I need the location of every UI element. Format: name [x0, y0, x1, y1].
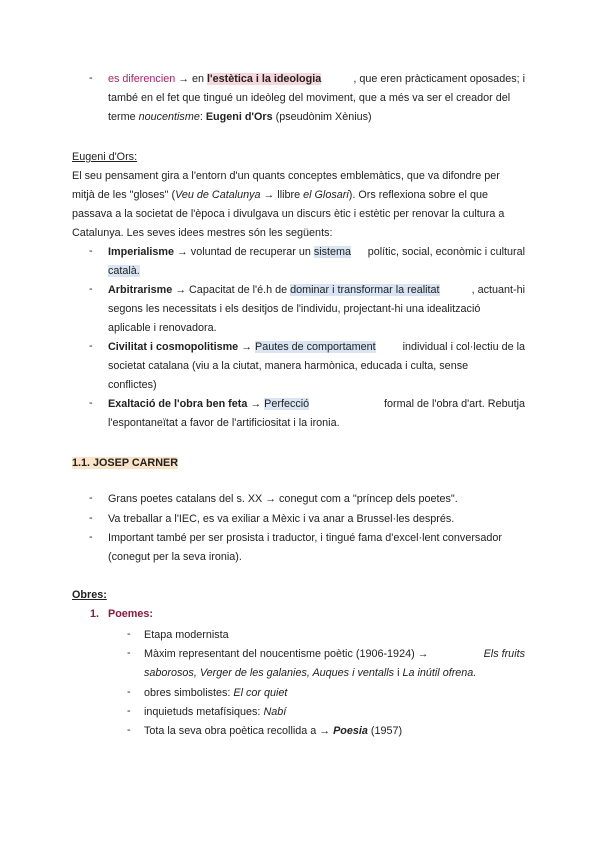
idea-arrow: →	[238, 341, 255, 353]
idea-title: Civilitat i cosmopolitisme	[108, 341, 239, 353]
poesia-title: Poesia	[333, 725, 368, 737]
poemes-item-4	[144, 705, 286, 719]
el-glosari: el Glosari	[303, 189, 349, 201]
idea-text-end: individual i col·lectiu de la	[402, 341, 525, 353]
carner-heading-text: 1.1. JOSEP CARNER	[72, 457, 179, 469]
highlight-sistema: sistema	[313, 246, 352, 258]
bullet-dash: -	[89, 283, 93, 295]
carner-item-3-cont: (conegut per la seva ironia).	[108, 551, 242, 563]
poemes-item-2-text: Màxim representant del noucentisme poètic (1906-1924) →	[144, 648, 429, 660]
eugeni-dors-name: Eugeni d'Ors	[205, 111, 273, 123]
idea-text-end: , actuant-hi	[471, 284, 525, 296]
bullet-dash: -	[127, 686, 131, 698]
idea-title: Exaltació de l'obra ben feta	[108, 398, 248, 410]
idea-civilitat-line-3: conflictes)	[108, 379, 157, 391]
poemes-label: Poemes:	[108, 608, 154, 620]
ors-title: Eugeni d'Ors:	[72, 151, 138, 163]
bullet-dash: -	[89, 492, 93, 504]
idea-title: Arbitrarisme	[108, 284, 173, 296]
idea-title: Imperialisme	[108, 246, 175, 258]
poemes-item-5	[144, 724, 402, 738]
intro-term-text: terme	[108, 111, 139, 123]
idea-text-end: polític, social, econòmic i cultural	[367, 246, 525, 258]
veu-de-catalunya: Veu de Catalunya	[175, 189, 261, 201]
bullet-dash: -	[127, 724, 131, 736]
intro-aesthetic-ideology: l'estètica i la ideologia	[207, 73, 322, 85]
idea-arrow: →	[247, 398, 265, 410]
idea-arrow: → Capacitat de l'é.h de	[172, 284, 291, 296]
idea-arbitrarisme-line-3: aplicable i renovadora.	[108, 322, 217, 334]
bullet-dash: -	[89, 512, 93, 524]
carner-item-3: Important també per ser prosista i traductor, i tingué fama d'excel·lent conversador	[108, 532, 502, 544]
bullet-dash: -	[127, 647, 131, 659]
ors-p2-a: mitjà de les "gloses" (	[72, 189, 176, 201]
bullet-dash: -	[89, 531, 93, 543]
highlight-perfeccio: Perfecció	[264, 398, 310, 410]
colon-text: :	[199, 111, 206, 123]
la-inutil-ofrena: La inútil ofrena.	[402, 667, 477, 679]
conjunction: i	[397, 667, 403, 679]
ors-p2-e: ). Ors reflexiona sobre el que	[348, 189, 488, 201]
highlight-dominar: dominar i transformar la realitat	[290, 284, 440, 296]
poemes-number: 1.	[90, 608, 100, 620]
poemes-item-1: Etapa modernista	[144, 629, 229, 641]
idea-exaltacio-line-2: l'espontaneïtat a favor de l'artificiositat i la ironia.	[108, 417, 340, 429]
poemes-item-3-text: obres simbolistes:	[144, 687, 234, 699]
intro-line-2: també en el fet que tingué un ideòleg del moviment, que a més va ser el creador del	[108, 92, 511, 104]
bullet-dash: -	[127, 628, 131, 640]
bullet-dash: -	[89, 340, 93, 352]
poemes-item-5-text: Tota la seva obra poètica recollida a →	[144, 725, 334, 737]
intro-differ-text: es diferencien	[108, 73, 176, 85]
poemes-item-2	[144, 647, 525, 661]
idea-arrow: → voluntad de recuperar un	[174, 246, 314, 258]
poemes-item-4-text: inquietuds metafísiques:	[144, 706, 264, 718]
intro-line-1-end: , que eren pràcticament oposades; i	[353, 73, 525, 85]
idea-civilitat	[108, 340, 525, 354]
pseudonym-text: (pseudònim Xènius)	[272, 111, 372, 123]
ors-paragraph-line-2	[72, 188, 488, 202]
intro-arrow-text: → en	[175, 73, 208, 85]
bullet-dash: -	[89, 245, 93, 257]
poemes-item-2-cont	[144, 666, 476, 680]
ors-paragraph-line-3: passava a la societat de l'època i divulgava un discurs ètic i estètic per renovar la cultura a	[72, 208, 505, 220]
section-heading-carner	[72, 456, 178, 470]
intro-line-3	[108, 110, 372, 124]
idea-text-end: formal de l'obra d'art. Rebutja	[384, 398, 525, 410]
highlight-pautes: Pautes de comportament	[255, 341, 376, 353]
idea-imperialisme-line-2	[108, 264, 140, 278]
highlight-catala: català.	[108, 265, 140, 277]
idea-civilitat-line-2: societat catalana (viu a la ciutat, manera harmònica, educada i culta, sense	[108, 360, 469, 372]
els-fruits: Els fruits	[483, 648, 525, 660]
bullet-dash: -	[89, 72, 93, 84]
intro-line-1	[108, 72, 525, 86]
idea-arbitrarisme-line-2: segons les necessitats i els desitjos de l'individu, projectant-hi una idealització	[108, 303, 481, 315]
idea-arbitrarisme	[108, 283, 525, 297]
idea-exaltacio	[108, 397, 525, 411]
noucentisme-text: noucentisme	[138, 111, 200, 123]
poesia-year: (1957)	[367, 725, 403, 737]
ors-paragraph-line-4: Catalunya. Les seves idees mestres són les següents:	[72, 227, 333, 239]
obres-title: Obres:	[72, 589, 107, 601]
carner-item-1: Grans poetes catalans del s. XX → conegut com a "príncep dels poetes".	[108, 493, 458, 505]
poemes-titles: saborosos, Verger de les galanies, Auques i ventalls	[144, 667, 395, 679]
el-cor-quiet: El cor quiet	[233, 687, 288, 699]
bullet-dash: -	[89, 397, 93, 409]
idea-imperialisme	[108, 245, 525, 259]
ors-p2-c: → llibre	[260, 189, 304, 201]
poemes-item-3	[144, 686, 287, 700]
ors-paragraph-line-1: El seu pensament gira a l'entorn d'un quants conceptes emblemàtics, que va difondre per	[72, 170, 500, 182]
bullet-dash: -	[127, 705, 131, 717]
nabi: Nabí	[263, 706, 287, 718]
carner-item-2: Va treballar a l'IEC, es va exiliar a Mèxic i va anar a Brussel·les després.	[108, 513, 455, 525]
